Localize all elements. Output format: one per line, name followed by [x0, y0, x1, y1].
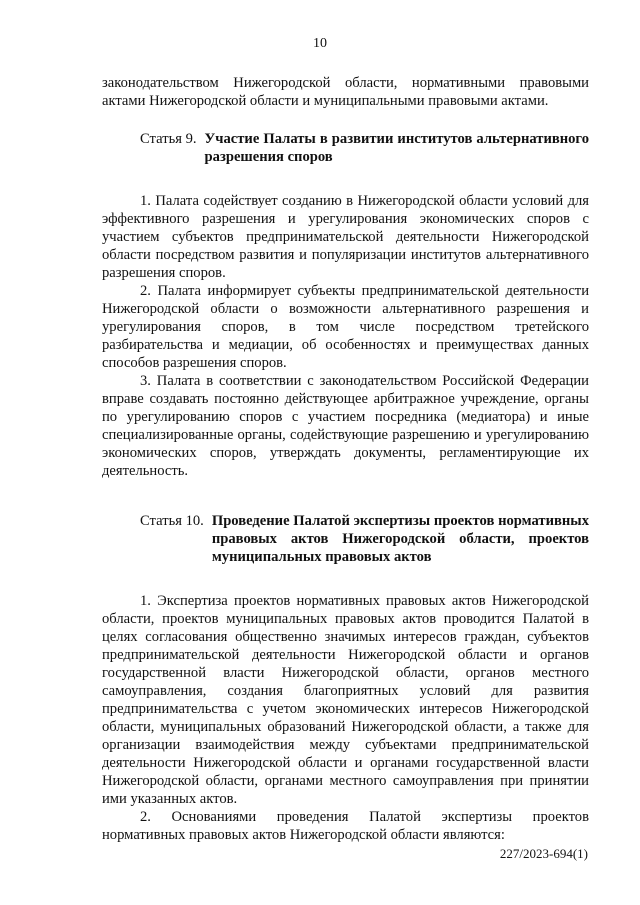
article-9-heading	[102, 130, 589, 166]
article-9-paragraph-3: 3. Палата в соответствии с законодательством Российской Федерации вправе создавать постоянно действующее арбитражное учреждение, органы по урегулированию споров с участием посредника (медиатора) и иные специализированные органы, содействующие разрешению и урегулированию экономических споров, утверждать документы, регламентирующие их деятельность.	[102, 373, 589, 479]
article-10-paragraph-2: 2. Основаниями проведения Палатой экспертизы проектов нормативных правовых актов Нижегородской области являются:	[102, 809, 589, 843]
article-9-paragraph-2: 2. Палата информирует субъекты предпринимательской деятельности Нижегородской области о возможности альтернативного разрешения и урегулирования споров, в том числе посредством третейского разбирательства и медиации, об особенностях и преимуществах данных способов разрешения споров.	[102, 283, 589, 371]
page-number: 10	[313, 36, 327, 51]
intro-paragraph: законодательством Нижегородской области, нормативными правовыми актами Нижегородской области и муниципальными правовыми актами.	[102, 75, 589, 109]
document-code: 227/2023-694(1)	[499, 846, 588, 861]
article-9-title: Участие Палаты в развитии институтов альтернативного разрешения споров	[204, 131, 589, 165]
article-9-number: Статья 9.	[140, 131, 197, 147]
article-10-number: Статья 10.	[140, 513, 204, 529]
article-10-paragraph-1: 1. Экспертиза проектов нормативных правовых актов Нижегородской области, проектов муниципальных правовых актов проводится Палатой в целях согласования общественно значимых интересов граждан, субъектов предпринимательской деятельности Нижегородской области и органов государственной власти Нижегородской области, органов местного самоуправления, создания благоприятных условий для развития предпринимательства с учетом экономических интересов Нижегородской области, муниципальных образований Нижегородской области, а также для организации взаимодействия между субъектами предпринимательской деятельности Нижегородской области и органами государственной власти Нижегородской области, органами местного самоуправления при принятии ими указанных актов.	[102, 593, 589, 807]
document-body	[102, 74, 589, 844]
article-10-heading	[102, 512, 589, 566]
article-9-paragraph-1: 1. Палата содействует созданию в Нижегородской области условий для эффективного разрешения и урегулирования экономических споров с участием субъектов предпринимательской деятельности Нижегородской области посредством развития и популяризации институтов альтернативного разрешения споров.	[102, 193, 589, 281]
article-10-title: Проведение Палатой экспертизы проектов нормативных правовых актов Нижегородской области, проектов муниципальных правовых актов	[211, 513, 589, 565]
